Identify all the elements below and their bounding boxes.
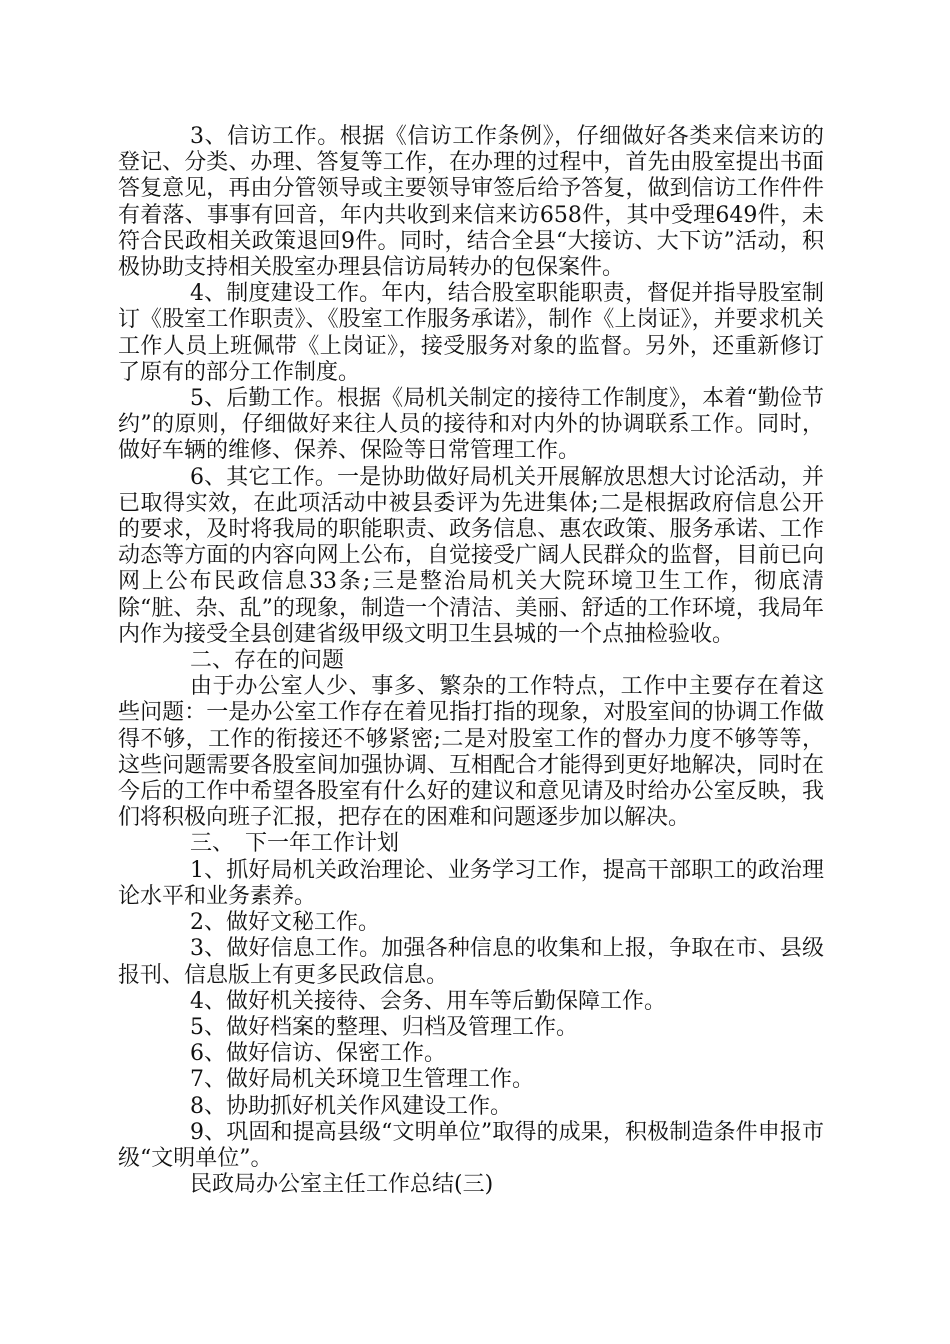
plan-item-1: 1、抓好局机关政治理论、业务学习工作，提高干部职工的政治理论水平和业务素养。	[118, 857, 824, 909]
paragraph-other-work: 6、其它工作。一是协助做好局机关开展解放思想大讨论活动，并已取得实效，在此项活动中被县委评为先进集体;二是根据政府信息公开的要求，及时将我局的职能职责、政务信息、惠农政策、服务承诺、工作动态等方面的内容向网上公布，自觉接受广阔人民群众的监督，目前已向网上公布民政信息33条;三是整治局机关大院环境卫生工作，彻底清除“脏、杂、乱”的现象，制造一个清洁、美丽、舒适的工作环境，我局年内作为接受全县创建省级甲级文明卫生县城的一个点抽检验收。	[118, 464, 824, 647]
next-document-title: 民政局办公室主任工作总结(三)	[190, 1172, 494, 1198]
plan-item-6: 6、做好信访、保密工作。	[190, 1041, 446, 1067]
plan-item-8: 8、协助抓好机关作风建设工作。	[190, 1093, 512, 1119]
paragraph-problems: 由于办公室人少、事多、繁杂的工作特点，工作中主要存在着这些问题：一是办公室工作存在着见指打指的现象，对股室间的协调工作做得不够，工作的衔接还不够紧密;二是对股室工作的督办力度不够等等，这些问题需要各股室间加强协调、互相配合才能得到更好地解决，同时在今后的工作中希望各股室有什么好的建议和意见请及时给办公室反映，我们将积极向班子汇报，把存在的困难和问题逐步加以解决。	[118, 674, 824, 831]
plan-item-5: 5、做好档案的整理、归档及管理工作。	[190, 1014, 578, 1040]
plan-item-7: 7、做好局机关环境卫生管理工作。	[190, 1067, 534, 1093]
plan-item-3: 3、做好信息工作。加强各种信息的收集和上报，争取在市、县级报刊、信息版上有更多民政信息。	[118, 936, 824, 988]
paragraph-logistics: 5、后勤工作。根据《局机关制定的接待工作制度》，本着“勤俭节约”的原则，仔细做好来往人员的接待和对内外的协调联系工作。同时，做好车辆的维修、保养、保险等日常管理工作。	[118, 386, 824, 464]
plan-item-9: 9、巩固和提高县级“文明单位”取得的成果，积极制造条件申报市级“文明单位”。	[118, 1119, 824, 1171]
paragraph-system-building: 4、制度建设工作。年内，结合股室职能职责，督促并指导股室制订《股室工作职责》、《股室工作服务承诺》，制作《上岗证》，并要求机关工作人员上班佩带《上岗证》，接受服务对象的监督。另外，还重新修订了原有的部分工作制度。	[118, 281, 824, 385]
section-heading-problems: 二、存在的问题	[190, 648, 345, 674]
document-page	[118, 124, 824, 1198]
section-heading-next-year-plan: 三、 下一年工作计划	[190, 831, 400, 857]
plan-item-2: 2、做好文秘工作。	[190, 910, 380, 936]
paragraph-letters-visits: 3、信访工作。根据《信访工作条例》，仔细做好各类来信来访的登记、分类、办理、答复等工作，在办理的过程中，首先由股室提出书面答复意见，再由分管领导或主要领导审签后给予答复，做到信访工作件件有着落、事事有回音，年内共收到来信来访658件，其中受理649件，未符合民政相关政策退回9件。同时，结合全县“大接访、大下访”活动，积极协助支持相关股室办理县信访局转办的包保案件。	[118, 124, 824, 281]
plan-item-4: 4、做好机关接待、会务、用车等后勤保障工作。	[190, 988, 666, 1014]
